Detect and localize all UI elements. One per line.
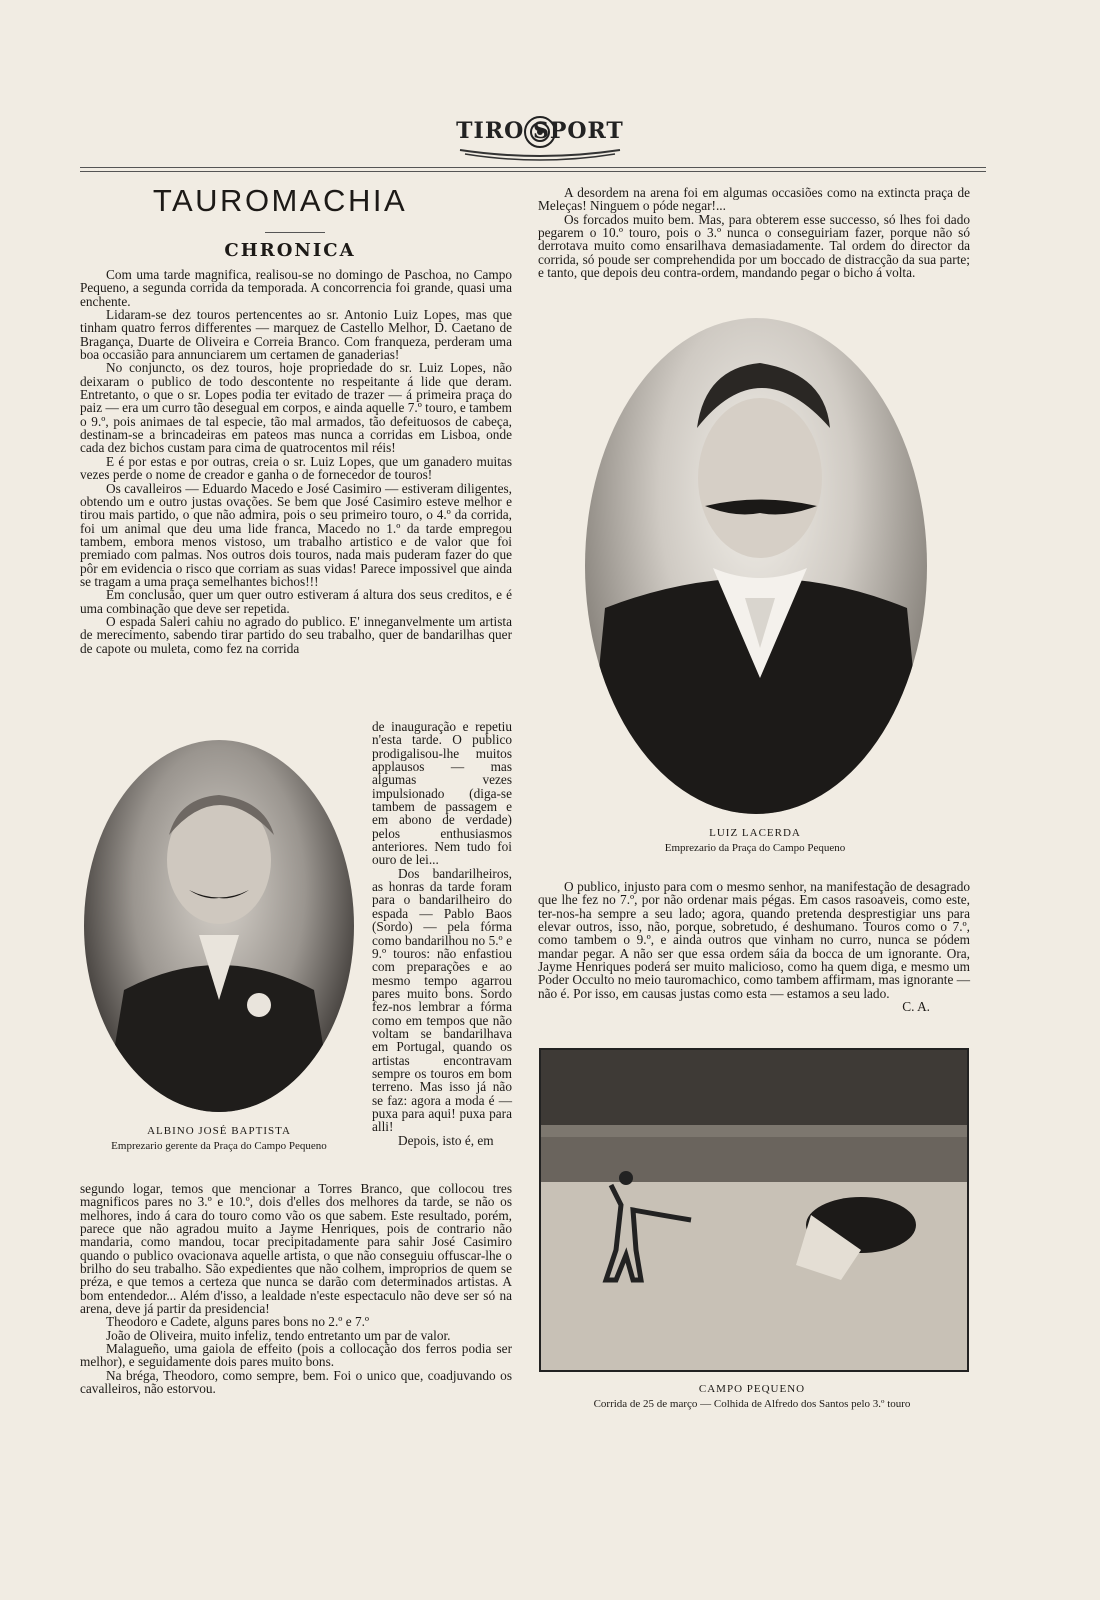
caption-albino-role: Emprezario gerente da Praça do Campo Pequeno: [111, 1140, 327, 1152]
caption-arena-role: Corrida de 25 de março — Colhida de Alfredo dos Santos pelo 3.º touro: [593, 1398, 911, 1410]
paragraph: Depois, isto é, em: [398, 1132, 494, 1148]
header-rule-bottom: [80, 171, 986, 172]
paragraph: No conjuncto, os dez touros, hoje propriedade do sr. Luiz Lopes, não deixaram o publico de todo descontente no respeitante á lide que deram. Entretanto, o que o sr. Lopes podia ter evitado de trazer — á primeira praça do paiz — era um curro tão desegual em corpos, e ainda aquelle 7.º touro, e tambem o 9.º, pois animaes de tal especie, tão mal armados, tão defeituosos de cabeça, destinam-se a brincadeiras em pateos mas nunca a corridas em Lisboa, onde cada dez bichos custam para cima de quatrocentos mil réis!: [80, 360, 512, 456]
article-subtitle: CHRONICA: [224, 240, 356, 261]
signature: C. A.: [902, 999, 930, 1015]
paragraph: Theodoro e Cadete, alguns pares bons no 2.º e 7.º: [106, 1314, 370, 1330]
portrait-luiz: [585, 318, 927, 814]
right-column-mid: [538, 880, 970, 1013]
left-column-top: [80, 268, 512, 655]
caption-arena: [539, 1382, 965, 1412]
paragraph: E é por estas e por outras, creia o sr. Luiz Lopes, que um ganadero muitas vezes perde o nome de creador e ganha o de fornecedor de touros!: [80, 453, 512, 483]
photo-arena: [539, 1048, 969, 1372]
title-divider: [265, 232, 325, 233]
paragraph: Em conclusão, quer um quer outro estiveram á altura dos seus creditos, e é uma combinação que deve ser repetida.: [80, 587, 512, 616]
caption-luiz-name: LUIZ LACERDA: [709, 827, 801, 839]
paragraph: de inauguração e repetiu n'esta tarde. O publico prodigalisou-lhe muitos applausos — mas algumas vezes impulsionado (diga-se tambem de passagem e em abono de verdade) pelos enthusiasmos anteriores. Nem tudo foi ouro de lei...: [372, 719, 512, 868]
left-column-bottom: [80, 1182, 512, 1396]
portrait-albino-figure: [84, 740, 354, 1112]
paragraph: Os cavalleiros — Eduardo Macedo e José Casimiro — estiveram diligentes, obtendo um e outro justas ovações. Se bem que José Casimiro esteve melhor e tirou mais partido, o que não admira, pois o seu primeiro touro, o 4.º da corrida, foi um animal que deu uma lide franca, Macedo no 1.º da tarde empregou tambem, embora menos vistoso, um trabalho artistico e de valor que foi premiado com palmas. Nos outros dois touros, nada mais puderam fazer do que pôr em evidencia o risco que corriam as suas vidas! Parece impossivel que ainda se tragam a uma praça semelhantes bichos!!!: [80, 480, 512, 589]
paragraph: Malagueño, uma gaiola de effeito (pois a collocação dos ferros podia ser melhor), e seguidamente dois pares muito bons.: [80, 1341, 512, 1370]
paragraph: Lidaram-se dez touros pertencentes ao sr. Antonio Luiz Lopes, mas que tinham quatro ferros differentes — marquez de Castello Melhor, D. Caetano de Bragança, Duarte de Oliveira e Correia Branco. Com franqueza, perderam uma boa occasião para annunciarem um certamen de ganaderias!: [80, 307, 512, 363]
portrait-luiz-figure: [585, 318, 927, 814]
masthead-text: TIRO SPORT: [456, 118, 624, 144]
paragraph: Na bréga, Theodoro, como sempre, bem. Foi o unico que, coadjuvando os cavalleiros, não estorvou.: [80, 1367, 512, 1397]
right-column-top: [538, 186, 970, 279]
caption-arena-name: CAMPO PEQUENO: [698, 1383, 806, 1395]
caption-albino: [84, 1124, 354, 1154]
photo-arena-scene: [541, 1050, 967, 1370]
portrait-albino: [84, 740, 354, 1112]
caption-luiz-role: Emprezario da Praça do Campo Pequeno: [664, 842, 846, 854]
paragraph: O espada Saleri cahiu no agrado do publico. E' inneganvelmente um artista de merecimento, sabendo tirar partido do seu trabalho, quer de bandarilhas quer de capote ou muleta, como fez na corrida: [80, 613, 512, 656]
paragraph: O publico, injusto para com o mesmo senhor, na manifestação de desagrado que lhe fez no 7.º, por não ordenar mais pégas. Em casos rasoaveis, como este, ter-nos-ha sempre a seu lado; agora, quando pretenda desprestigiar uns para elevar outros, isso, não, porque, sobretudo, é deshumano. Touros como o 7.º, como tambem o 9.º, e ainda outros que vinham no curro, nunca se pódem mandar pegar. A não ser que essa ordem sáia da bocca de um ignorante. Ora, Jayme Henriques poderá ser muito malicioso, como ha quem diga, e mesmo um Poder Occulto no meio tauromachico, como tambem affirmam, mas ignorante — não é. Por isso, em causas justas como esta — estamos a seu lado.: [538, 879, 970, 1001]
header-rule-top: [80, 167, 986, 168]
paragraph: Dos bandarilheiros, as honras da tarde foram para o bandarilheiro do espada — Pablo Baos (Sordo) — pela fórma como bandarilhou no 5.º e 9.º touros: não enfastiou com preparações e ao mesmo tempo agarrou pares muito bons. Sordo fez-nos lembrar a fórma como em tempos que não voltam se bandarilhava em Portugal, quando os artistas encontravam sempre os touros em bom terreno. Mas isso já não se faz: agora a moda é — puxa para aqui! puxa para alli!: [372, 865, 512, 1135]
paragraph: Com uma tarde magnifica, realisou-se no domingo de Paschoa, no Campo Pequeno, a segunda corrida da temporada. A concorrencia foi grande, quasi uma enchente.: [80, 267, 512, 309]
paragraph: João de Oliveira, muito infeliz, tendo entretanto um par de valor.: [106, 1327, 451, 1343]
caption-luiz: [600, 826, 910, 856]
masthead-logo: [455, 112, 625, 164]
article-title: TAUROMACHIA: [152, 183, 408, 218]
paragraph: A desordem na arena foi em algumas occasiões como na extincta praça de Meleças! Ninguem o póde negar!...: [538, 185, 970, 214]
caption-albino-name: ALBINO JOSÉ BAPTISTA: [147, 1125, 291, 1137]
paragraph: segundo logar, temos que mencionar a Torres Branco, que collocou tres magnificos pares no 3.º e 10.º, dois d'elles dos melhores da tarde, se não os melhores, indo á cara do touro como vão os que sabem. Este resultado, porém, parece que não agradou muito a Jayme Henriques, pois de contrario não mandaria, como mandou, tocar precipitadamente para sahir José Casimiro quando o publico ovacionava aquelle artista, o que não conseguiu offuscar-lhe o brilho do seu trabalho. São expedientes que não colhem, improprios de quem se préza, e que temos a certeza que nunca se darão com determinados artistas. A bom entendedor... Além d'isso, a lealdade n'este espectaculo não deve ser só na arena, deve já partir da presidencia!: [80, 1181, 512, 1317]
narrow-column: [372, 720, 512, 1147]
paragraph: Os forcados muito bem. Mas, para obterem esse successo, só lhes foi dado pegarem o 10.º touro, pois o 3.º nunca o conseguiriam fazer, porque não só derrotava muito como ensarilhava demasiadamente. Tal ordem do director da corrida, só poude ser comprehendida por um boccado de distracção da sua parte; e tanto, que depois deu contra-ordem, mandando pegar o bicho á volta.: [538, 211, 970, 281]
